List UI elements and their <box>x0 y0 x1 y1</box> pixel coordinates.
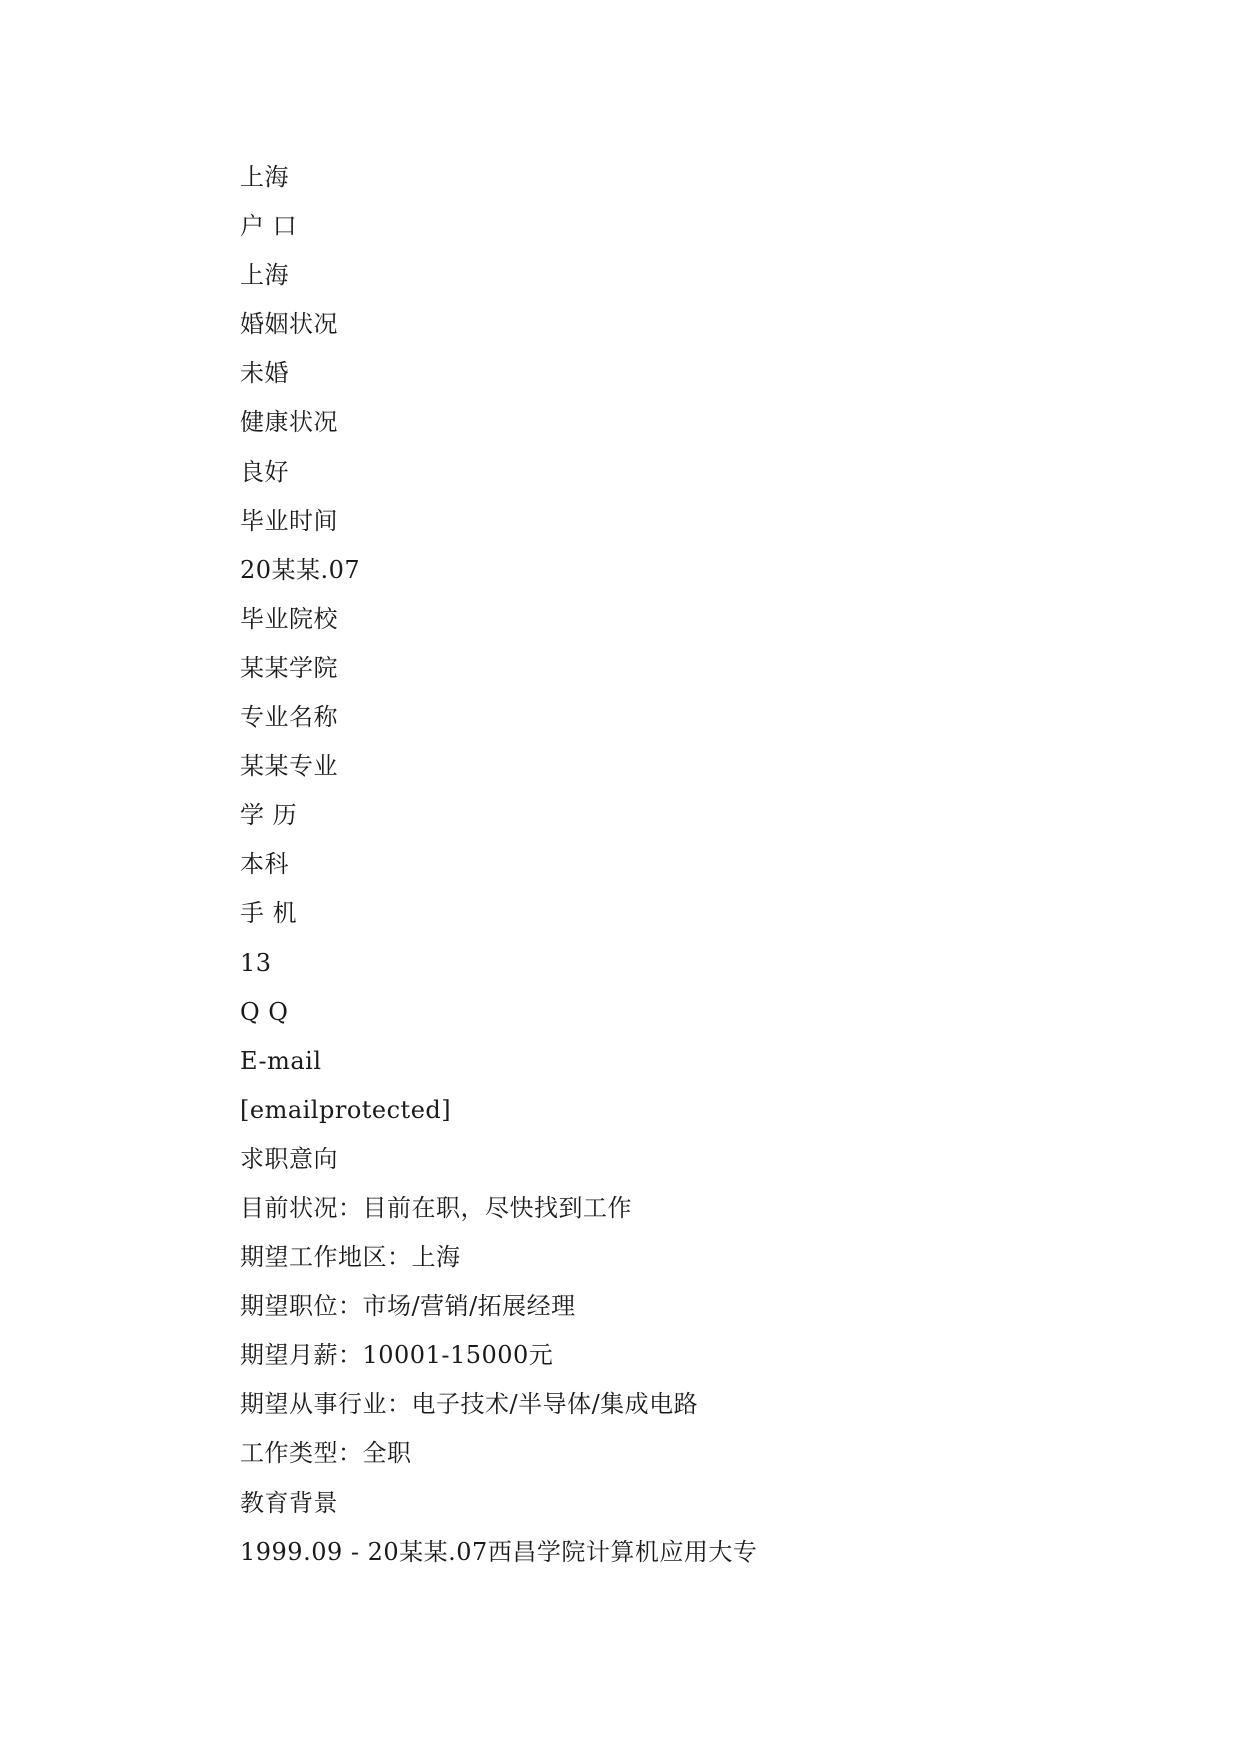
text-line: 1999.09 - 20某某.07西昌学院计算机应用大专 <box>240 1537 758 1566</box>
text-line: 毕业时间 <box>240 506 338 535</box>
text-line: 未婚 <box>240 359 289 388</box>
text-line: 目前状况：目前在职，尽快找到工作 <box>240 1193 632 1222</box>
section-heading: 求职意向 <box>240 1144 338 1173</box>
text-line: 某某专业 <box>240 752 338 781</box>
text-line: 期望职位：市场/营销/拓展经理 <box>240 1292 576 1321</box>
text-line: 上海 <box>240 261 289 290</box>
text-line: 手 机 <box>240 899 298 928</box>
text-line: 期望月薪：10001-15000元 <box>240 1341 554 1370</box>
text-line: 期望工作地区：上海 <box>240 1243 461 1272</box>
text-line: 工作类型：全职 <box>240 1439 412 1468</box>
section-heading: 教育背景 <box>240 1488 338 1517</box>
text-line: 某某学院 <box>240 653 338 682</box>
text-line: 学 历 <box>240 801 298 830</box>
resume-content <box>240 153 1140 1577</box>
text-line: 户 口 <box>240 212 298 241</box>
text-line: E-mail <box>240 1046 322 1075</box>
text-line: 20某某.07 <box>240 555 361 584</box>
text-line: [emailprotected] <box>240 1095 452 1124</box>
text-line: 婚姻状况 <box>240 310 338 339</box>
text-line: 良好 <box>240 457 289 486</box>
text-line: Q Q <box>240 997 289 1026</box>
text-line: 上海 <box>240 163 289 191</box>
text-line: 本科 <box>240 850 289 879</box>
text-line: 健康状况 <box>240 408 338 437</box>
text-line: 毕业院校 <box>240 604 338 633</box>
text-line: 专业名称 <box>240 703 338 732</box>
text-line: 13 <box>240 948 272 977</box>
text-line: 期望从事行业：电子技术/半导体/集成电路 <box>240 1390 699 1419</box>
